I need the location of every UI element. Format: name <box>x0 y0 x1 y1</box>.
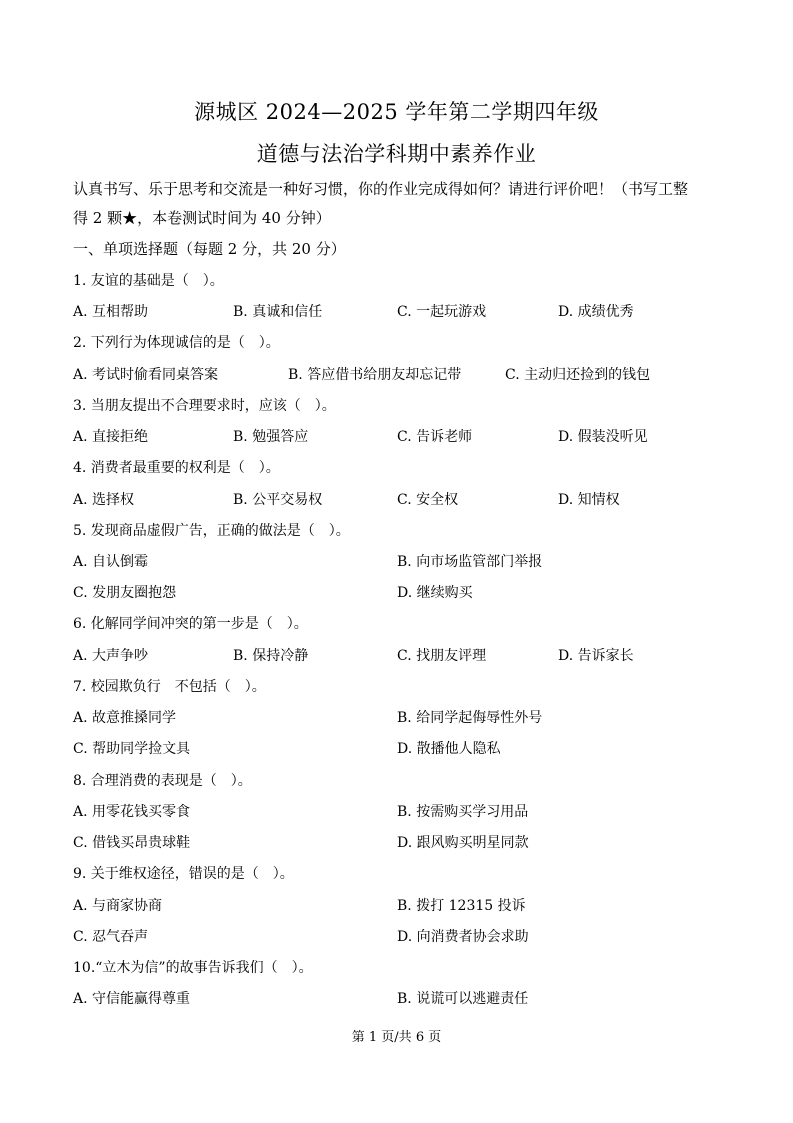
q6-option-c: C. 找朋友评理 <box>397 648 487 664</box>
question-2: 2. 下列行为体现诚信的是（ ）。 <box>73 335 280 351</box>
q3-option-c: C. 告诉老师 <box>397 429 473 445</box>
question-8: 8. 合理消费的表现是（ ）。 <box>73 773 252 789</box>
q1-option-c: C. 一起玩游戏 <box>397 304 487 320</box>
q8-option-b: B. 按需购买学习用品 <box>397 804 529 820</box>
page-number: 第 1 页/共 6 页 <box>351 1030 442 1045</box>
q4-option-c: C. 安全权 <box>397 492 459 508</box>
q6-option-b: B. 保持冷静 <box>233 648 309 664</box>
question-5: 5. 发现商品虚假广告，正确的做法是（ ）。 <box>73 523 350 539</box>
q5-option-c: C. 发朋友圈抱怨 <box>73 585 177 601</box>
q2-option-b: B. 答应借书给朋友却忘记带 <box>288 367 462 383</box>
intro-line2: 得 2 颗★，本卷测试时间为 40 分钟） <box>73 209 331 227</box>
q5-option-a: A. 自认倒霉 <box>73 554 149 570</box>
q4-option-b: B. 公平交易权 <box>233 492 323 508</box>
q3-option-a: A. 直接拒绝 <box>73 429 149 445</box>
section-heading: 一、单项选择题（每题 2 分，共 20 分） <box>73 240 346 258</box>
q4-option-d: D. 知情权 <box>558 492 620 508</box>
question-10: 10.“立木为信”的故事告诉我们（ ）。 <box>73 960 313 976</box>
q2-option-a: A. 考试时偷看同桌答案 <box>73 367 219 383</box>
question-1: 1. 友谊的基础是（ ）。 <box>73 273 224 289</box>
question-7: 7. 校园欺负行 不包括（ ）。 <box>73 679 266 695</box>
q6-option-d: D. 告诉家长 <box>558 648 634 664</box>
q7-option-b: B. 给同学起侮辱性外号 <box>397 710 543 726</box>
q9-option-b: B. 拨打 12315 投诉 <box>397 898 526 914</box>
q8-option-a: A. 用零花钱买零食 <box>73 804 191 820</box>
q1-option-b: B. 真诚和信任 <box>233 304 323 320</box>
q3-option-b: B. 勉强答应 <box>233 429 309 445</box>
q1-option-d: D. 成绩优秀 <box>558 304 634 320</box>
intro-line1: 认真书写、乐于思考和交流是一种好习惯，你的作业完成得如何？请进行评价吧！（书写工整 <box>73 180 689 198</box>
q10-option-b: B. 说谎可以逃避责任 <box>397 991 529 1007</box>
q9-option-c: C. 忍气吞声 <box>73 929 149 945</box>
q7-option-c: C. 帮助同学捡文具 <box>73 741 191 757</box>
exam-title-line2: 道德与法治学科期中素养作业 <box>256 142 537 166</box>
question-6: 6. 化解同学间冲突的第一步是（ ）。 <box>73 616 308 632</box>
q9-option-d: D. 向消费者协会求助 <box>397 929 529 945</box>
q7-option-d: D. 散播他人隐私 <box>397 741 501 757</box>
question-9: 9. 关于维权途径，错误的是（ ）。 <box>73 866 294 882</box>
q10-option-a: A. 守信能赢得尊重 <box>73 991 191 1007</box>
q5-option-d: D. 继续购买 <box>397 585 473 601</box>
q2-option-c: C. 主动归还捡到的钱包 <box>505 367 651 383</box>
q5-option-b: B. 向市场监管部门举报 <box>397 554 543 570</box>
q6-option-a: A. 大声争吵 <box>73 648 149 664</box>
q3-option-d: D. 假装没听见 <box>558 429 648 445</box>
q4-option-a: A. 选择权 <box>73 492 135 508</box>
q7-option-a: A. 故意推搡同学 <box>73 710 177 726</box>
q8-option-d: D. 跟风购买明星同款 <box>397 835 529 851</box>
q1-option-a: A. 互相帮助 <box>73 304 149 320</box>
question-4: 4. 消费者最重要的权利是（ ）。 <box>73 460 280 476</box>
q9-option-a: A. 与商家协商 <box>73 898 163 914</box>
exam-title-line1: 源城区 2024—2025 学年第二学期四年级 <box>194 100 599 124</box>
q8-option-c: C. 借钱买昂贵球鞋 <box>73 835 191 851</box>
question-3: 3. 当朋友提出不合理要求时，应该（ ）。 <box>73 398 336 414</box>
